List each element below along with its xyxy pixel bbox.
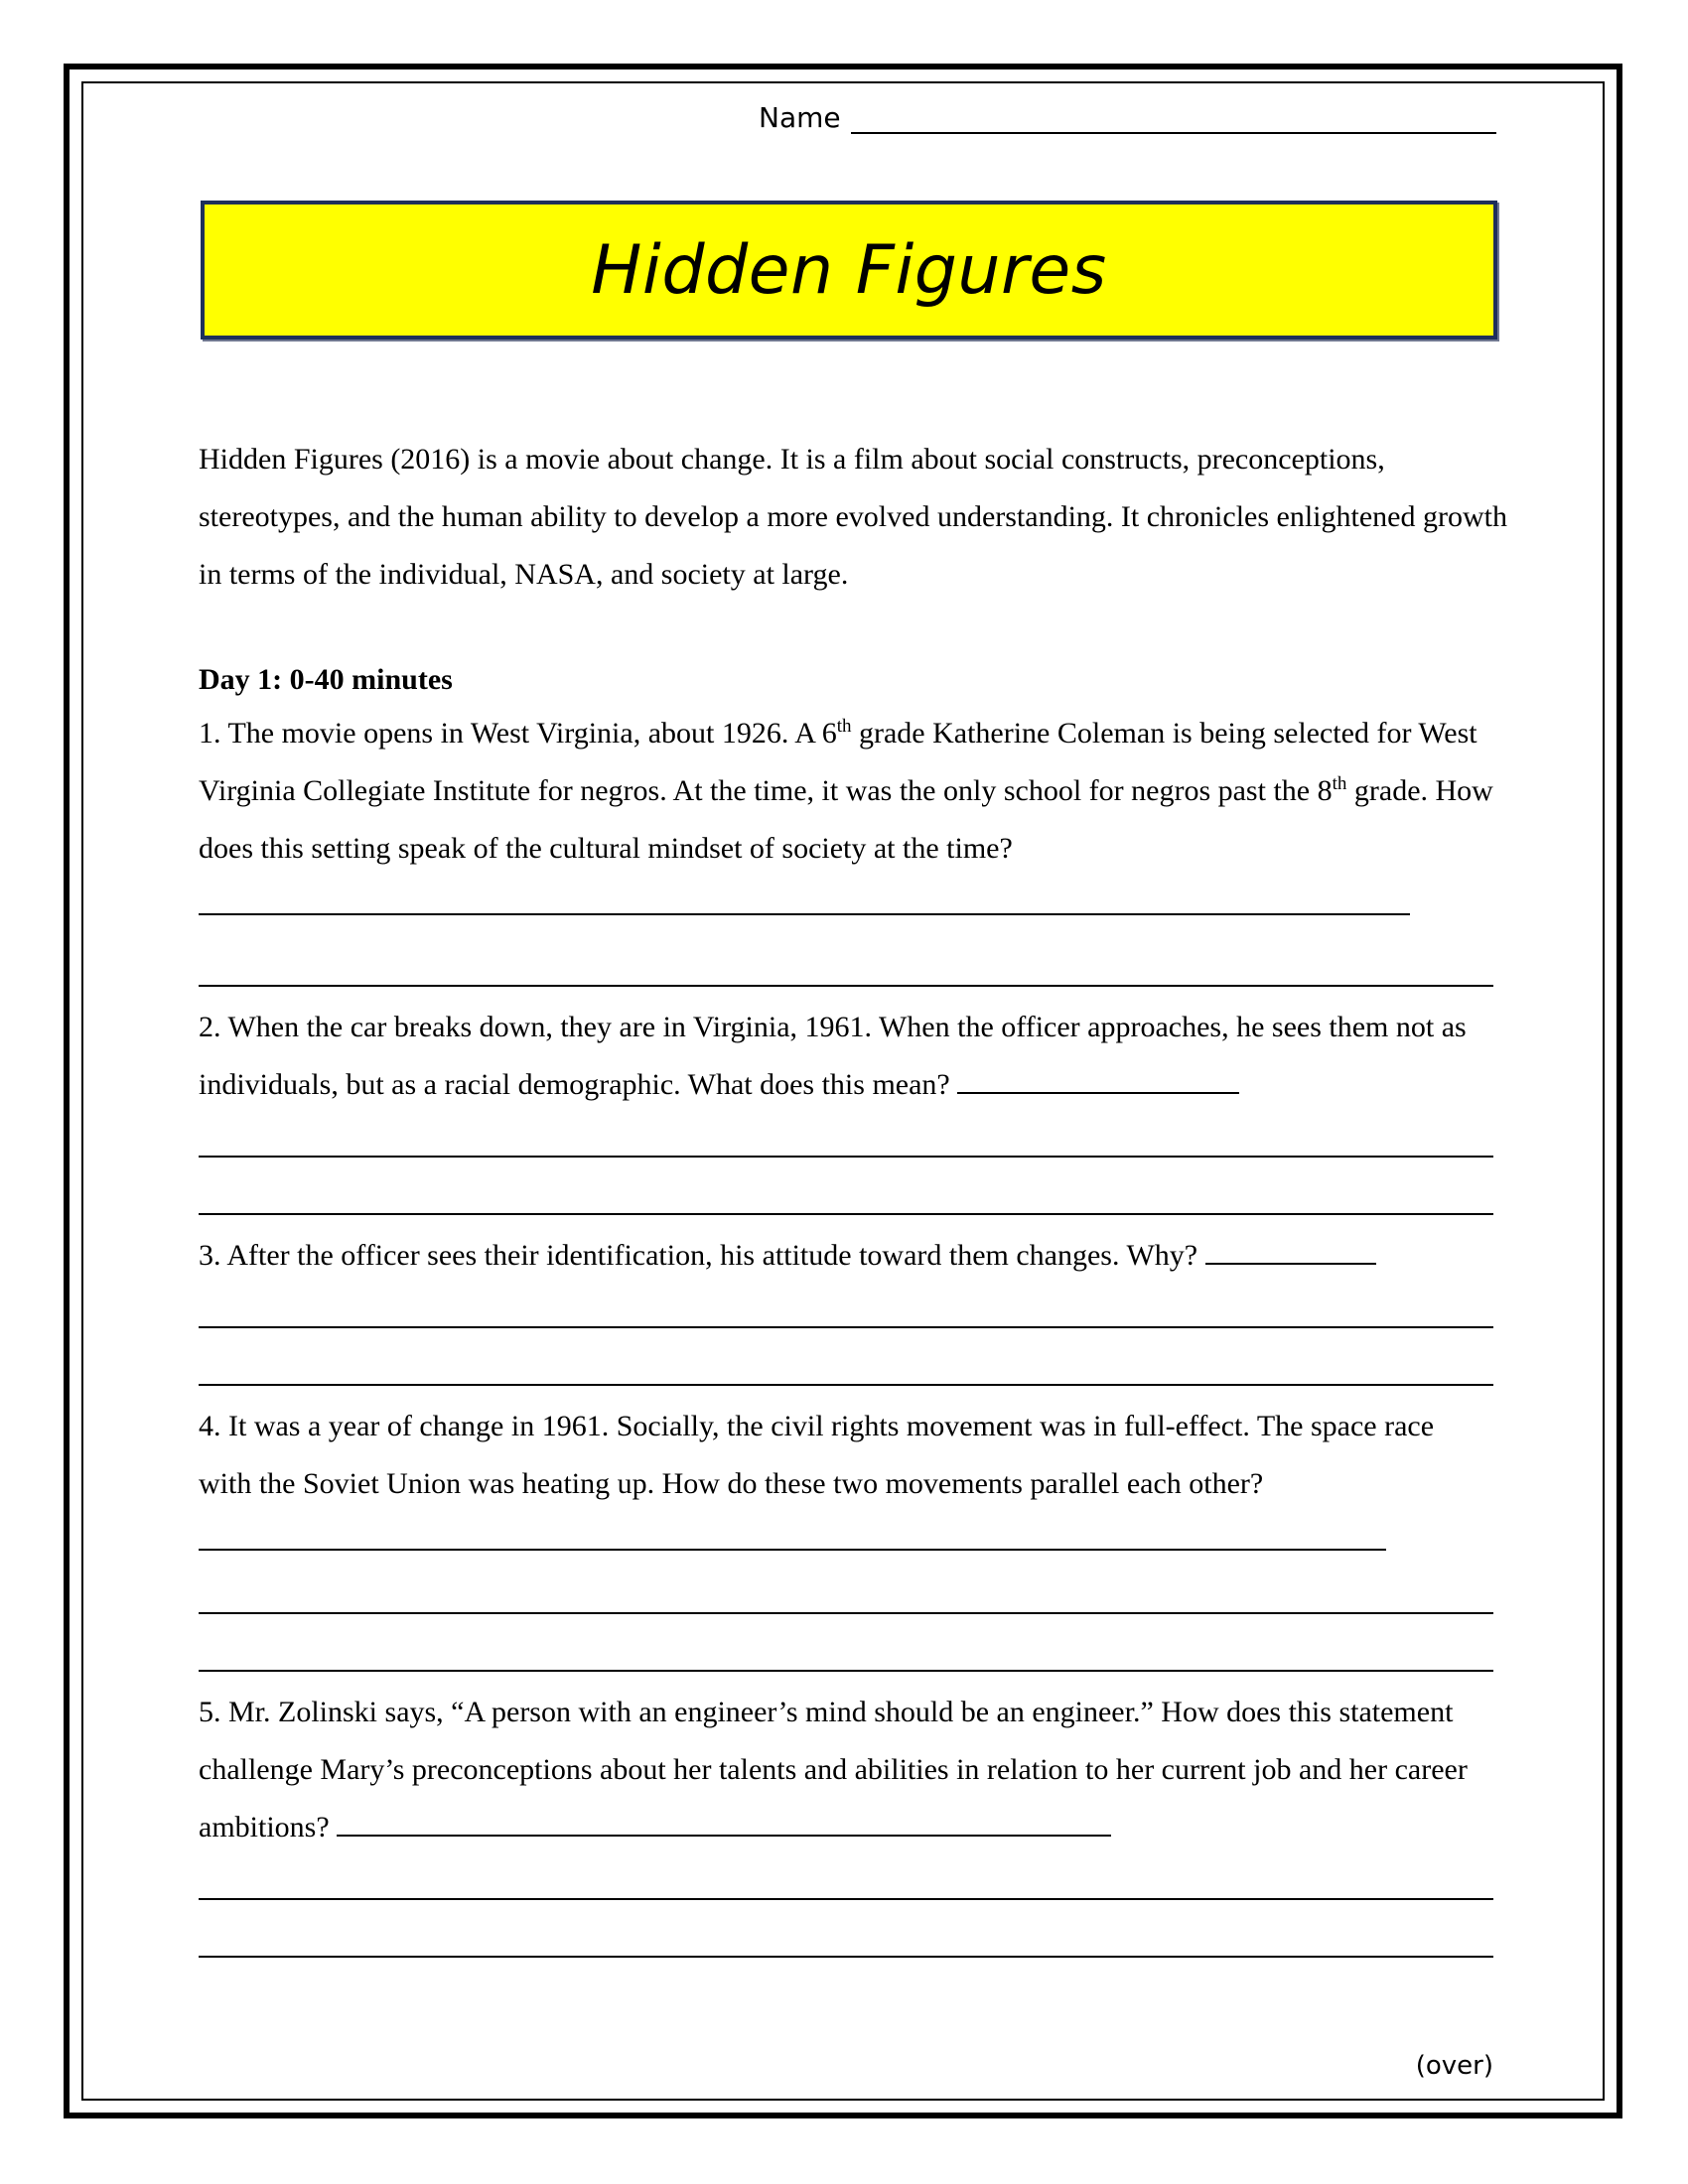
question-3-text: 3. After the officer sees their identification, his attitude toward them changes. Why? <box>199 1239 1198 1272</box>
answer-line[interactable] <box>199 1326 1493 1328</box>
question-1-text-c: grade. How does this setting speak of the cultural mindset of society at the time? <box>199 774 1493 865</box>
answer-line[interactable] <box>199 985 1493 987</box>
question-1-text-b: grade Katherine Coleman is being selected for West Virginia Collegiate Institute for negros. At the time, it was the only school for negros past the 8 <box>199 717 1477 807</box>
answer-line[interactable] <box>199 1384 1493 1386</box>
question-2 <box>199 999 1493 1114</box>
answer-line[interactable] <box>199 886 1410 915</box>
answer-line[interactable] <box>337 1807 1111 1837</box>
answer-line[interactable] <box>199 1670 1493 1672</box>
answer-line[interactable] <box>199 1156 1493 1158</box>
over-label: (over) <box>1415 2051 1493 2081</box>
name-field-line[interactable] <box>851 102 1496 134</box>
answer-line[interactable] <box>1205 1235 1376 1265</box>
question-5-text: 5. Mr. Zolinski says, “A person with an engineer’s mind should be an engineer.” How does this statement challenge Mary’s preconceptions about her talents and abilities in relation to her current job and her career ambitions? <box>199 1696 1468 1843</box>
answer-line[interactable] <box>199 1956 1493 1958</box>
day-heading: Day 1: 0-40 minutes <box>199 663 453 696</box>
intro-paragraph: Hidden Figures (2016) is a movie about change. It is a film about social constructs, preconceptions, stereotypes, and the human ability to develop a more evolved understanding. It chronicles enlightened growth in terms of the individual, NASA, and society at large. <box>199 443 1507 591</box>
answer-line[interactable] <box>957 1064 1239 1094</box>
answer-line[interactable] <box>199 1898 1493 1900</box>
title-banner <box>201 201 1497 340</box>
question-2-text: 2. When the car breaks down, they are in Virginia, 1961. When the officer approaches, he sees them not as individuals, but as a racial demographic. What does this mean? <box>199 1011 1467 1101</box>
answer-line[interactable] <box>199 1612 1493 1614</box>
question-1-sup-1: th <box>836 716 852 737</box>
question-1 <box>199 705 1493 935</box>
question-4 <box>199 1398 1493 1570</box>
name-label: Name <box>759 101 841 134</box>
worksheet-title: Hidden Figures <box>591 230 1107 310</box>
question-5 <box>199 1684 1493 1856</box>
question-1-sup-2: th <box>1332 773 1347 794</box>
question-3 <box>199 1227 1493 1285</box>
name-row <box>759 101 1496 134</box>
answer-line[interactable] <box>199 1213 1493 1215</box>
answer-line[interactable] <box>199 1521 1386 1551</box>
question-1-text-a: 1. The movie opens in West Virginia, about 1926. A 6 <box>199 717 837 750</box>
question-4-text: 4. It was a year of change in 1961. Socially, the civil rights movement was in full-effect. The space race with the Soviet Union was heating up. How do these two movements parallel each other? <box>199 1410 1435 1500</box>
